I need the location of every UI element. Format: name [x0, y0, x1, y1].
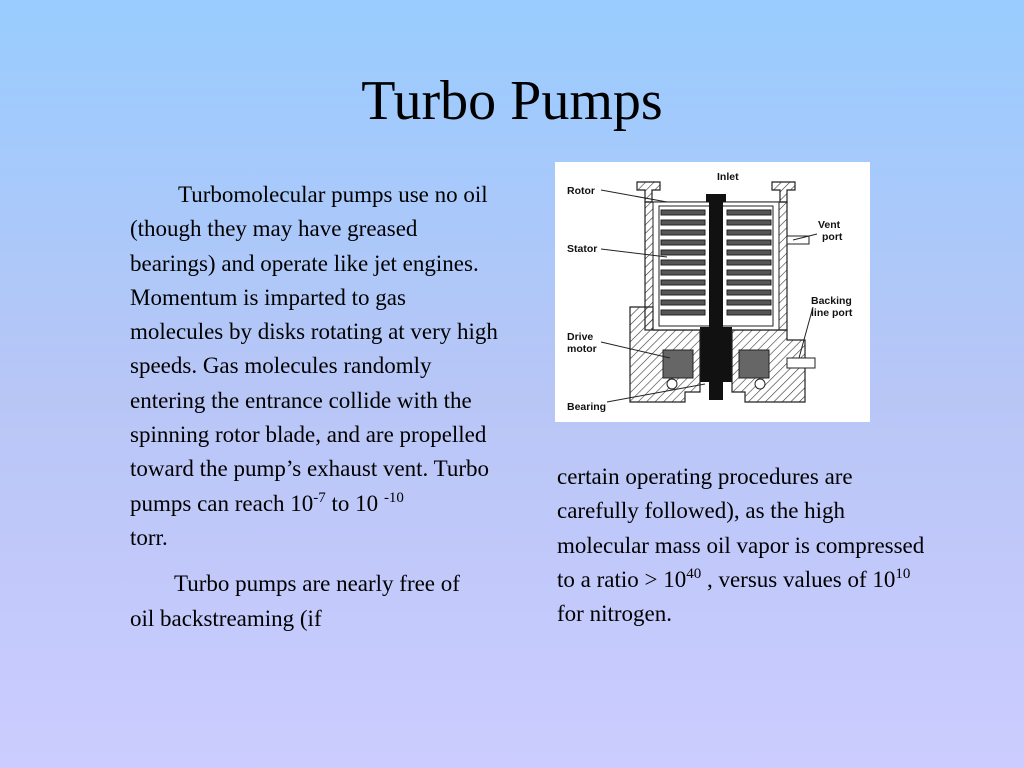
- label-backing-line-port: line port: [811, 307, 853, 319]
- exponent-10: 10: [895, 565, 911, 582]
- paragraph-backstreaming: [130, 567, 460, 636]
- drive-motor-left: [663, 350, 693, 378]
- paragraph-3-text-3: for nitrogen.: [557, 601, 672, 627]
- rotor-hub: [700, 327, 732, 382]
- bearing-left: [667, 379, 677, 389]
- paragraph-compression: [557, 460, 937, 631]
- label-bearing: Bearing: [567, 401, 607, 413]
- paragraph-3-text-1: certain operating procedures are carefully followed), as the high molecular mass oil vapor is compressed to a ratio > 10: [557, 464, 925, 592]
- bearing-right: [755, 379, 765, 389]
- backing-line-port: [787, 358, 815, 368]
- turbo-pump-cross-section: [555, 162, 870, 422]
- inlet-flange-right: [772, 182, 795, 202]
- label-backing: Backing: [811, 295, 852, 307]
- label-drive: Drive: [567, 331, 594, 343]
- label-stator: Stator: [567, 243, 598, 255]
- paragraph-1-mid: to 10: [325, 490, 384, 516]
- drive-motor-right: [739, 350, 769, 378]
- label-inlet: Inlet: [717, 171, 739, 183]
- exponent-minus-7: -7: [313, 489, 326, 506]
- label-vent: Vent: [818, 219, 841, 231]
- paragraph-2-text: Turbo pumps are nearly free of oil backstreaming (if: [130, 571, 460, 631]
- label-rotor: Rotor: [567, 185, 595, 197]
- paragraph-turbomolecular: [130, 178, 500, 555]
- label-vent-port: port: [822, 231, 843, 243]
- exponent-minus-10: -10: [383, 489, 404, 506]
- paragraph-1-end: torr.: [130, 524, 168, 550]
- paragraph-3-text-2: , versus values of 10: [701, 566, 896, 592]
- right-text-column: [557, 460, 937, 631]
- exponent-40: 40: [686, 565, 702, 582]
- label-drive-motor: motor: [567, 343, 597, 355]
- left-text-column: [130, 178, 500, 636]
- slide-title: Turbo Pumps: [361, 70, 663, 132]
- paragraph-1-text: Turbomolecular pumps use no oil (though they may have greased bearings) and operate like jet engines. Momentum is imparted to gas molecules by disks rotating at very high speeds. Gas molecules randomly entering the entrance collide with the spinning rotor blade, and are propelled toward the pump’s exhaust vent. Turbo pumps can reach 10: [130, 182, 498, 516]
- turbo-pump-diagram: [555, 162, 870, 422]
